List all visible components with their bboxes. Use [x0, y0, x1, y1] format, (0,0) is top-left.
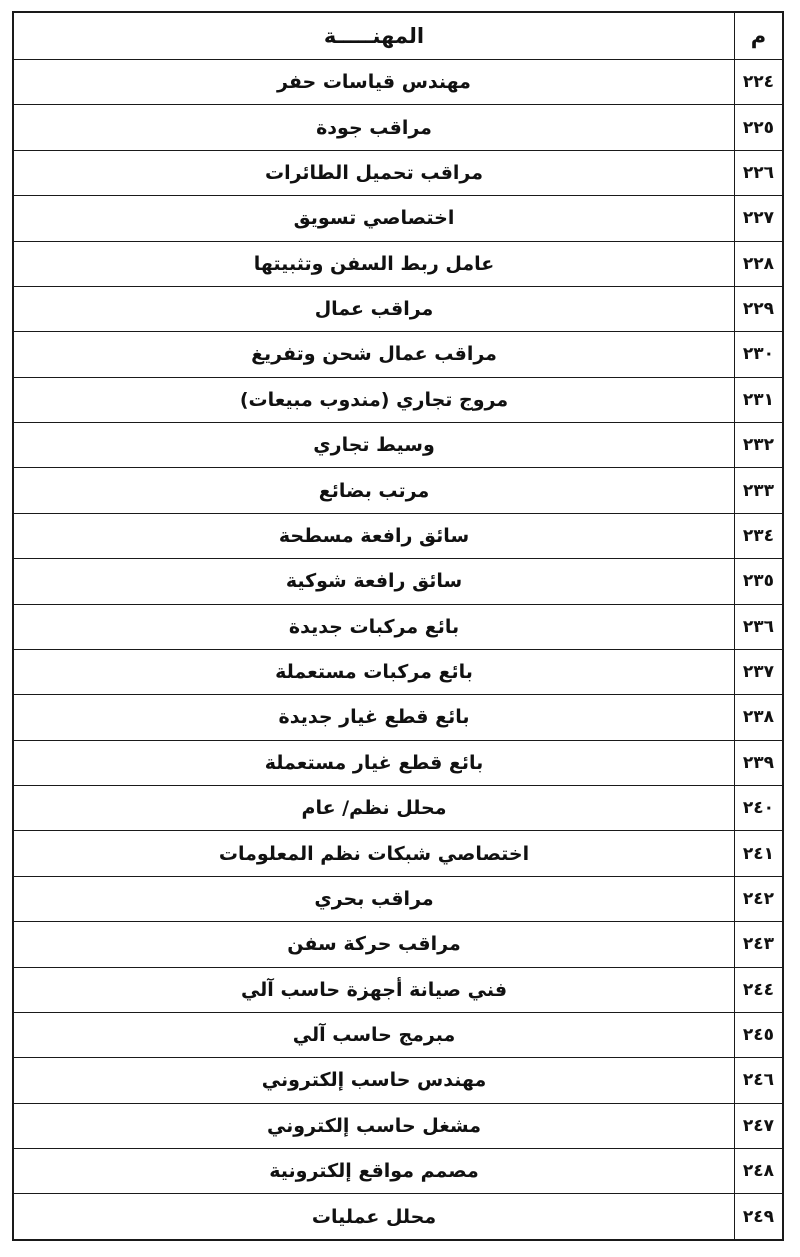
table-row: [14, 241, 783, 286]
row-number: ٢٢٥: [735, 105, 783, 150]
table-row: [14, 559, 783, 604]
table-row: [14, 695, 783, 740]
table-row: [14, 1012, 783, 1057]
occupation-name: بائع مركبات مستعملة: [14, 649, 735, 694]
occupation-name: مراقب عمال: [14, 286, 735, 331]
row-number: ٢٣٧: [735, 649, 783, 694]
occupation-name: مراقب عمال شحن وتفريغ: [14, 332, 735, 377]
occupation-name: مرتب بضائع: [14, 468, 735, 513]
occupation-name: مروج تجاري (مندوب مبيعات): [14, 377, 735, 422]
row-number: ٢٤٩: [735, 1194, 783, 1240]
header-occupation: المهنـــــة: [14, 13, 735, 60]
table-row: [14, 377, 783, 422]
row-number: ٢٤٧: [735, 1103, 783, 1148]
table-row: [14, 286, 783, 331]
occupation-name: بائع مركبات جديدة: [14, 604, 735, 649]
occupation-name: اختصاصي تسويق: [14, 196, 735, 241]
row-number: ٢٢٧: [735, 196, 783, 241]
row-number: ٢٤٣: [735, 922, 783, 967]
occupation-name: اختصاصي شبكات نظم المعلومات: [14, 831, 735, 876]
row-number: ٢٣١: [735, 377, 783, 422]
row-number: ٢٢٨: [735, 241, 783, 286]
occupation-name: محلل عمليات: [14, 1194, 735, 1240]
occupation-name: مصمم مواقع إلكترونية: [14, 1149, 735, 1194]
row-number: ٢٣٨: [735, 695, 783, 740]
row-number: ٢٤٦: [735, 1058, 783, 1103]
table-row: [14, 423, 783, 468]
occupation-name: مراقب تحميل الطائرات: [14, 150, 735, 195]
row-number: ٢٢٤: [735, 60, 783, 105]
occupation-name: مبرمج حاسب آلي: [14, 1012, 735, 1057]
table-row: [14, 1194, 783, 1240]
table-row: [14, 150, 783, 195]
occupation-name: مراقب جودة: [14, 105, 735, 150]
header-number: م: [735, 13, 783, 60]
occupation-name: مراقب حركة سفن: [14, 922, 735, 967]
row-number: ٢٢٦: [735, 150, 783, 195]
row-number: ٢٣٩: [735, 740, 783, 785]
row-number: ٢٣٠: [735, 332, 783, 377]
occupation-name: عامل ربط السفن وتثبيتها: [14, 241, 735, 286]
occupation-name: وسيط تجاري: [14, 423, 735, 468]
occupation-name: مشغل حاسب إلكتروني: [14, 1103, 735, 1148]
occupations-table-frame: [12, 11, 784, 1241]
row-number: ٢٤٨: [735, 1149, 783, 1194]
table-row: [14, 604, 783, 649]
row-number: ٢٢٩: [735, 286, 783, 331]
table-row: [14, 786, 783, 831]
occupation-name: بائع قطع غيار جديدة: [14, 695, 735, 740]
occupation-name: مراقب بحري: [14, 876, 735, 921]
table-row: [14, 740, 783, 785]
occupation-name: مهندس قياسات حفر: [14, 60, 735, 105]
row-number: ٢٣٤: [735, 513, 783, 558]
row-number: ٢٣٢: [735, 423, 783, 468]
table-row: [14, 831, 783, 876]
table-row: [14, 649, 783, 694]
table-row: [14, 1103, 783, 1148]
row-number: ٢٣٥: [735, 559, 783, 604]
row-number: ٢٤٥: [735, 1012, 783, 1057]
table-header-row: [14, 13, 783, 60]
row-number: ٢٣٣: [735, 468, 783, 513]
table-row: [14, 1149, 783, 1194]
table-row: [14, 513, 783, 558]
row-number: ٢٤١: [735, 831, 783, 876]
row-number: ٢٣٦: [735, 604, 783, 649]
table-row: [14, 967, 783, 1012]
occupation-name: بائع قطع غيار مستعملة: [14, 740, 735, 785]
row-number: ٢٤٢: [735, 876, 783, 921]
table-row: [14, 105, 783, 150]
table-row: [14, 468, 783, 513]
occupation-name: محلل نظم/ عام: [14, 786, 735, 831]
occupation-name: مهندس حاسب إلكتروني: [14, 1058, 735, 1103]
occupations-table: [13, 12, 783, 1240]
table-body: [14, 60, 783, 1240]
row-number: ٢٤٤: [735, 967, 783, 1012]
table-row: [14, 60, 783, 105]
occupation-name: سائق رافعة مسطحة: [14, 513, 735, 558]
table-row: [14, 876, 783, 921]
table-row: [14, 196, 783, 241]
table-row: [14, 922, 783, 967]
table-row: [14, 332, 783, 377]
row-number: ٢٤٠: [735, 786, 783, 831]
occupation-name: فني صيانة أجهزة حاسب آلي: [14, 967, 735, 1012]
occupation-name: سائق رافعة شوكية: [14, 559, 735, 604]
table-row: [14, 1058, 783, 1103]
